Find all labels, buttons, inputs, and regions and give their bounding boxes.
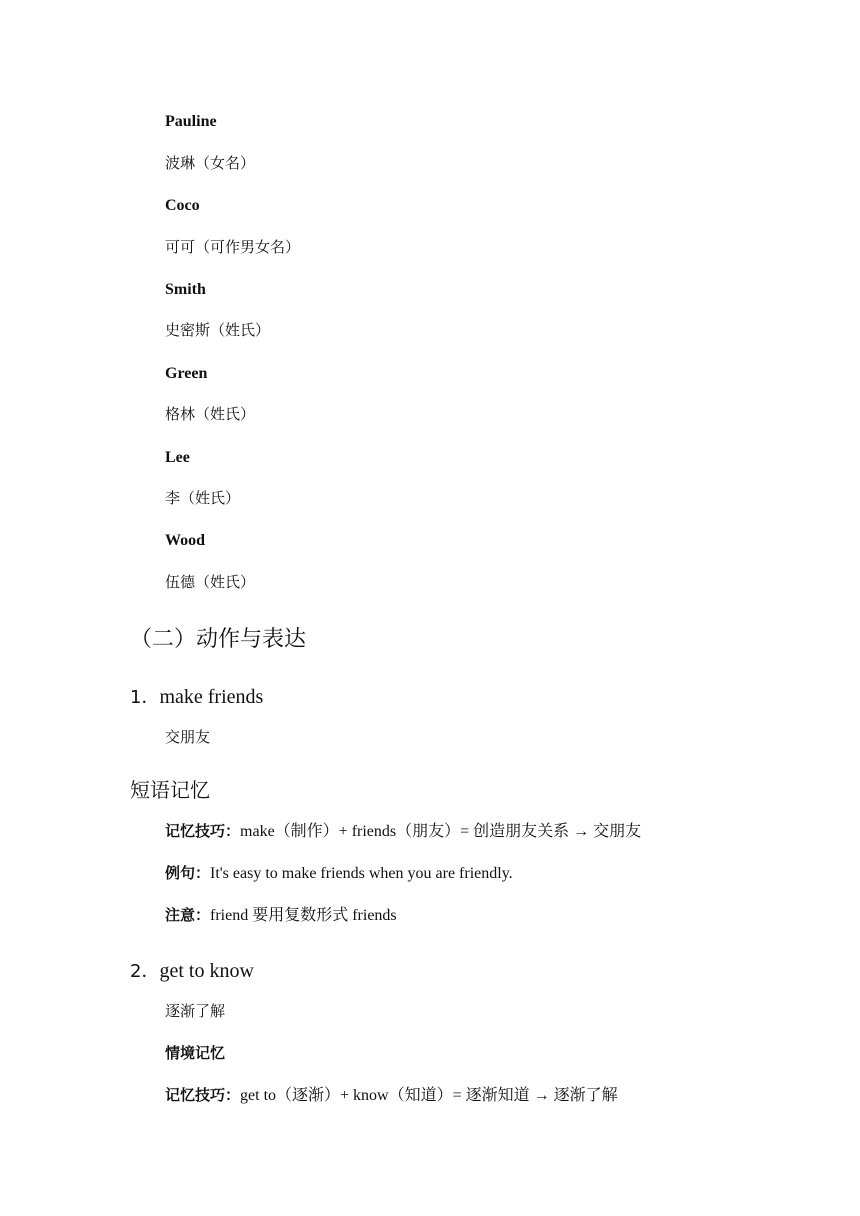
item-number: 2． [130,961,160,982]
memory-tip-2 [165,1085,618,1106]
gloss-pauline: 波琳（女名） [165,154,256,172]
section-title: （二）动作与表达 [130,627,307,652]
subhead-2: 情境记忆 [165,1044,226,1062]
item-heading-1 [130,684,263,711]
item-meaning-1: 交朋友 [165,728,211,746]
example-1 [165,863,513,884]
gloss-coco: 可可（可作男女名） [165,238,301,256]
tip-text: make（制作）+ friends（朋友）= 创造朋友关系 → 交朋友 [240,823,642,840]
name-entry-smith: Smith [165,281,206,298]
gloss-smith: 史密斯（姓氏） [165,321,271,339]
item-phrase: make friends [159,686,264,708]
tip-label: 记忆技巧： [165,822,241,840]
gloss-lee: 李（姓氏） [165,489,241,507]
note-1 [165,905,397,926]
tip-label: 记忆技巧： [165,1086,241,1104]
example-text: It's easy to make friends when you are friendly. [210,865,513,882]
name-entry-coco: Coco [165,197,200,214]
name-entry-wood: Wood [165,532,206,549]
item-heading-2 [130,958,254,985]
item-meaning-2: 逐渐了解 [165,1002,226,1020]
note-label: 注意： [165,906,211,924]
note-text: friend 要用复数形式 friends [210,907,397,924]
memory-tip-1 [165,821,641,842]
name-entry-green: Green [165,365,208,382]
tip-text: get to（逐渐）+ know（知道）= 逐渐知道 → 逐渐了解 [240,1087,618,1104]
name-entry-lee: Lee [165,449,190,466]
item-phrase: get to know [159,960,254,982]
subhead-1: 短语记忆 [130,778,210,802]
name-entry-pauline: Pauline [165,113,217,130]
example-label: 例句： [165,864,211,882]
item-number: 1． [130,687,160,708]
gloss-green: 格林（姓氏） [165,405,256,423]
gloss-wood: 伍德（姓氏） [165,573,256,591]
